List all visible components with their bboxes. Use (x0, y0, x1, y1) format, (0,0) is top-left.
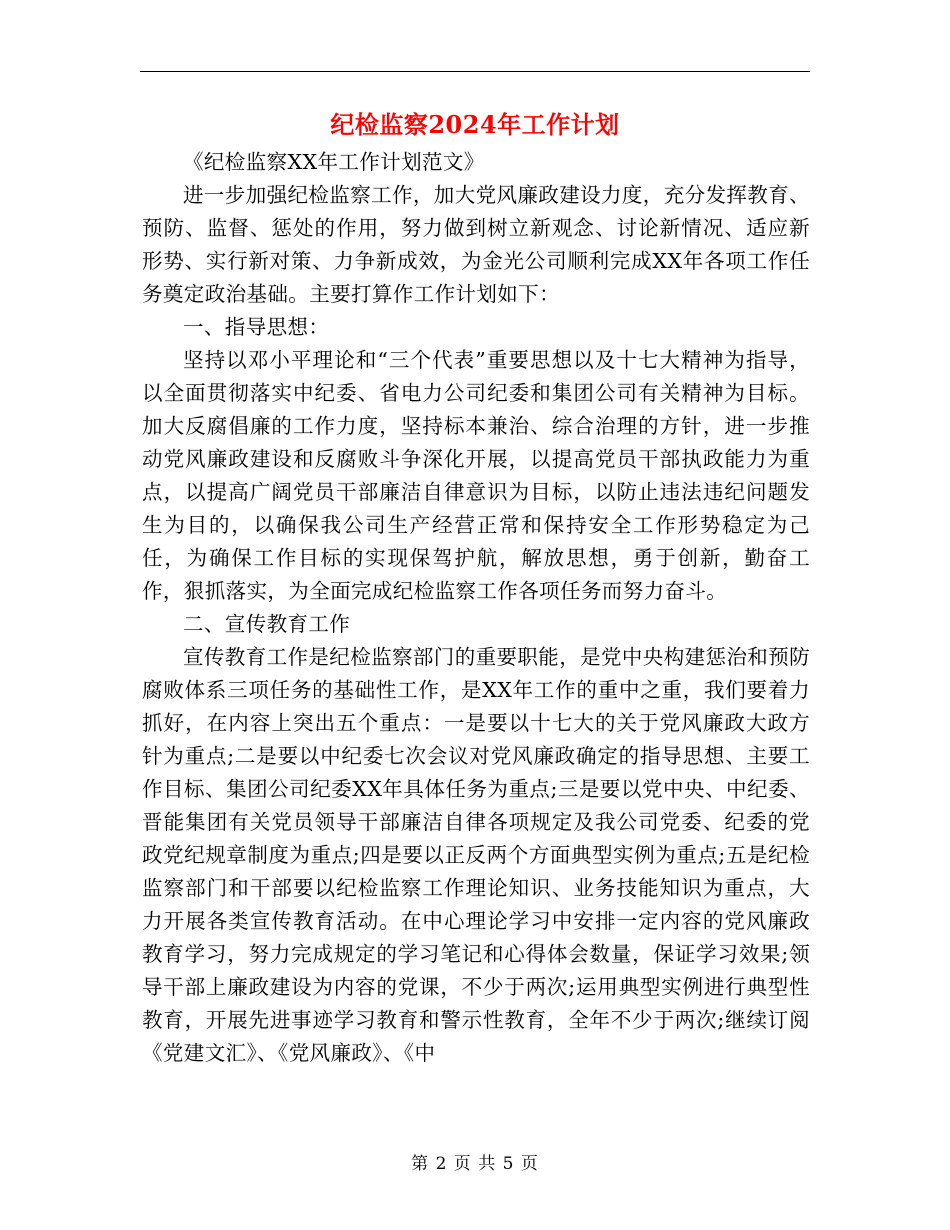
document-title: 纪检监察2024年工作计划 (330, 110, 620, 139)
page-number-footer: 第 2 页 共 5 页 (411, 1154, 539, 1174)
section-heading-publicity-education: 二、宣传教育工作 (183, 612, 351, 636)
paragraph-publicity-education: 宣传教育工作是纪检监察部门的重要职能，是党中央构建惩治和预防腐败体系三项任务的基础性工作，是XX年工作的重中之重，我们要着力抓好，在内容上突出五个重点：一是要以十七大的关于党风廉政大政方针为重点;二是要以中纪委七次会议对党风廉政确定的指导思想、主要工作目标、集团公司纪委XX年具体任务为重点;三是要以党中央、中纪委、晋能集团有关党员领导干部廉洁自律各项规定及我公司党委、纪委的党政党纪规章制度为重点;四是要以正反两个方面典型实例为重点;五是纪检监察部门和干部要以纪检监察工作理论知识、业务技能知识为重点，大力开展各类宣传教育活动。在中心理论学习中安排一定内容的党风廉政教育学习，努力完成规定的学习笔记和心得体会数量，保证学习效果;领导干部上廉政建设为内容的党课，不少于两次;运用典型实例进行典型性教育，开展先进事迹学习教育和警示性教育，全年不少于两次;继续订阅《党建文汇》、《党风廉政》、《中 (142, 645, 810, 1065)
section-heading-guiding-thought: 一、指导思想： (183, 315, 330, 339)
header-rule (140, 71, 810, 72)
paragraph-guiding-thought: 坚持以邓小平理论和“三个代表”重要思想以及十七大精神为指导，以全面贯彻落实中纪委、省电力公司纪委和集团公司有关精神为目标。加大反腐倡廉的工作力度，坚持标本兼治、综合治理的方针，进一步推动党风廉政建设和反腐败斗争深化开展，以提高党员干部执政能力为重点，以提高广阔党员干部廉洁自律意识为目标，以防止违法违纪问题发生为目的，以确保我公司生产经营正常和保持安全工作形势稳定为己任，为确保工作目标的实现保驾护航，解放思想，勇于创新，勤奋工作，狠抓落实，为全面完成纪检监察工作各项任务而努力奋斗。 (142, 348, 810, 603)
paragraph-subtitle: 《纪检监察XX年工作计划范文》 (183, 150, 485, 174)
paragraph-intro: 进一步加强纪检监察工作，加大党风廉政建设力度，充分发挥教育、预防、监督、惩处的作用，努力做到树立新观念、讨论新情况、适应新形势、实行新对策、力争新成效，为金光公司顺利完成XX年各项工作任务奠定政治基础。主要打算作工作计划如下： (142, 183, 810, 306)
document-body (142, 146, 810, 1070)
